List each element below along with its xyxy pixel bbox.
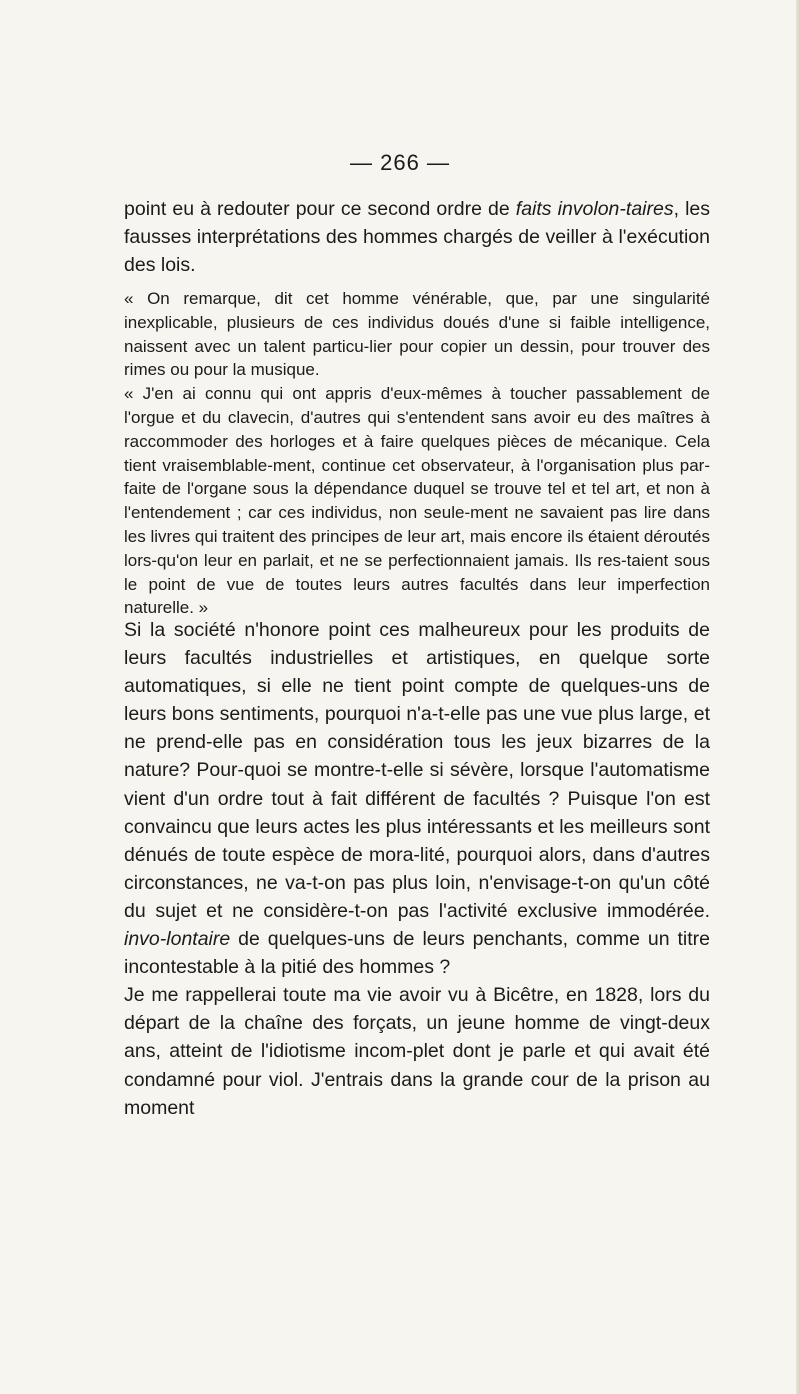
opening-text-italic: faits involon-taires <box>515 198 674 220</box>
body-text-start: Si la société n'honore point ces malheureux pour les produits de leurs facultés industrielles et artistiques, en quelque sorte automatiques, si elle ne tient point compte de quelques-uns de leurs bons sentiments, pourquoi n'a-t-elle pas une vue plus large, et ne prend-elle pas en considération tous les jeux bizarres de la nature? Pour-quoi se montre-t-elle si sévère, lorsque l'automatisme vient d'un ordre tout à fait différent de facultés ? Puisque l'on est convaincu que leurs actes les plus intéressants et les meilleurs sont dénués de toute espèce de mora-lité, pourquoi alors, dans d'autres circonstances, ne va-t-on pas plus loin, n'envisage-t-on qu'un côté du sujet et ne considère-t-on pas l'activité exclusive immodérée. <box>124 619 710 922</box>
opening-text-start: point eu à redouter pour ce second ordre de <box>124 198 516 220</box>
body-text-italic: invo-lontaire <box>124 928 231 951</box>
page-number: — 266 — <box>350 150 450 175</box>
main-body <box>124 616 710 1122</box>
body-paragraph-1 <box>124 616 710 981</box>
body-text-end: de quelques-uns de leurs penchants, comme un titre incontestable à la pitié des hommes ? <box>124 928 710 979</box>
opening-text-end: , les fausses interprétations des hommes chargés de veiller à l'exécution des lois. <box>124 198 711 277</box>
quote-paragraph-2: « J'en ai connu qui ont appris d'eux-mêmes à toucher passablement de l'orgue et du clavecin, d'autres qui s'entendent sans avoir eu des maîtres à raccommoder des horloges et à faire quelques pièces de mécanique. Cela tient vraisemblable-ment, continue cet observateur, à l'organisation plus par-faite de l'organe sous la dépendance duquel se trouve tel et tel art, et non à l'entendement ; car ces individus, non seule-ment ne savaient pas lire dans les livres qui traitent des principes de leur art, mais encore ils étaient déroutés lors-qu'on leur en parlait, et ne se perfectionnaient jamais. Ils res-taient sous le point de vue de toutes leurs autres facultés dans leur imperfection naturelle. » <box>124 384 710 618</box>
page-edge-shadow <box>796 0 800 1394</box>
opening-paragraph <box>124 195 710 279</box>
quotation-block <box>124 287 710 620</box>
quote-paragraph-1: « On remarque, dit cet homme vénérable, que, par une singularité inexplicable, plusieurs de ces individus doués d'une si faible intelligence, naissent avec un talent particu-lier pour copier un dessin, pour trouver des rimes ou pour la musique. <box>124 289 710 380</box>
body-paragraph-2: Je me rappellerai toute ma vie avoir vu à Bicêtre, en 1828, lors du départ de la chaîne des forçats, un jeune homme de vingt-deux ans, atteint de l'idiotisme incom-plet dont je parle et qui avait été condamné pour viol. J'entrais dans la grande cour de la prison au moment <box>124 984 710 1119</box>
